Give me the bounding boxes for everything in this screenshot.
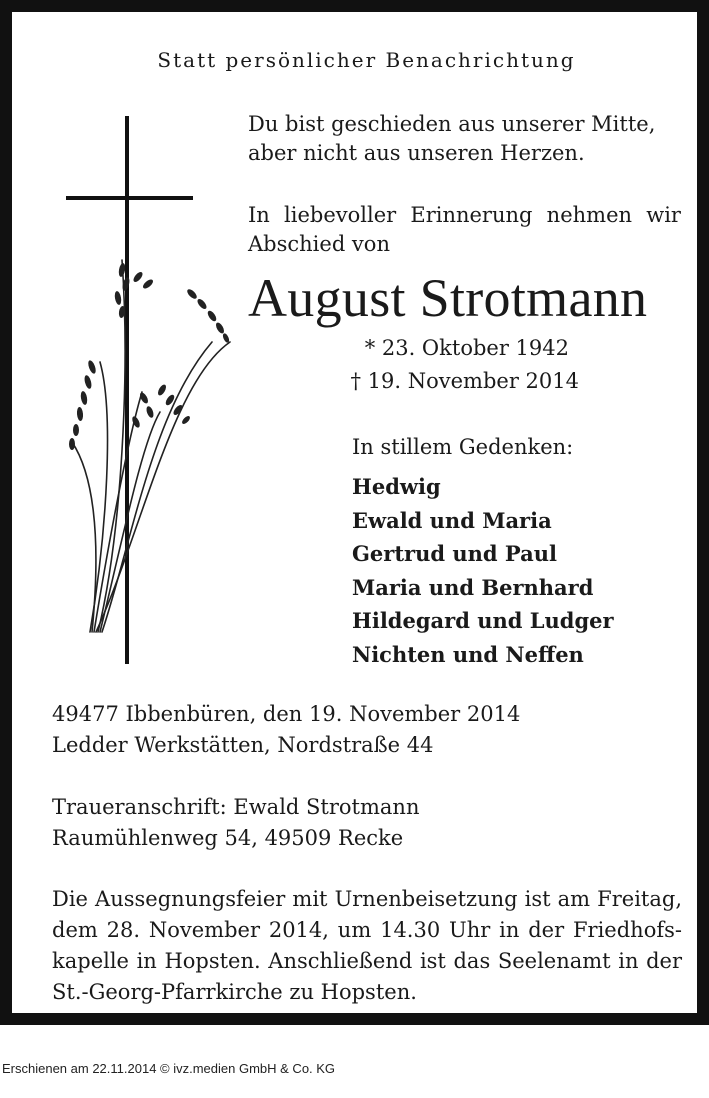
life-dates [312,332,579,398]
verse-line: aber nicht aus unseren Herzen. [248,141,585,165]
deceased-name: August Strotmann [248,268,648,328]
address-line: Ledder Werkstätten, Nordstraße 44 [52,733,434,757]
cross-icon [66,116,193,664]
place-line: 49477 Ibbenbüren, den 19. November 2014 [52,702,521,726]
intro-line-1 [248,201,681,230]
wheat-grains [69,263,230,450]
mourner: Hildegard und Ludger [352,608,614,633]
mourners-list [352,470,614,671]
mourning-address [52,792,419,854]
intro-text [248,201,681,259]
death-date: † 19. November 2014 [350,369,579,393]
intro-line-2: Abschied von [248,232,390,256]
mourner: Gertrud und Paul [352,541,557,566]
intro-word: nehmen [546,203,633,227]
verse-line: Du bist geschieden aus unserer Mitte, [248,112,656,136]
mourner: Ewald und Maria [352,507,552,533]
ceremony-text: Die Aussegnungsfeier mit Urnenbeisetzung ist am Freitag, dem 28. November 2014, um 14.30 Uhr in der Friedhofs- kapelle in Hopsten. Anschließend ist das Seelenamt in der St.-Georg-Pfarrkirche zu Hopsten. [52,887,682,1004]
birth-date: * 23. Oktober 1942 [364,336,569,360]
wheat-ears-icon [72,260,230,632]
mourning-contact: Traueranschrift: Ewald Strotmann [52,795,420,819]
verse [248,110,655,168]
intro-word: wir [646,203,681,227]
intro-word: liebevoller [284,203,397,227]
intro-word: In [248,203,270,227]
publication-footer: Erschienen am 22.11.2014 © ivz.medien GmbH & Co. KG [2,1061,336,1076]
mourner: Nichten und Neffen [352,641,584,667]
intro-word: Erinnerung [410,203,533,227]
mourner: Maria und Bernhard [352,574,594,600]
header-note: Statt persönlicher Benachrichtung [157,48,576,72]
place-and-date [52,699,520,761]
remembrance-heading: In stillem Gedenken: [352,435,574,459]
mourner: Hedwig [352,474,441,499]
cross-with-wheat-icon [52,112,232,667]
mourning-street: Raumühlenweg 54, 49509 Recke [52,826,404,850]
